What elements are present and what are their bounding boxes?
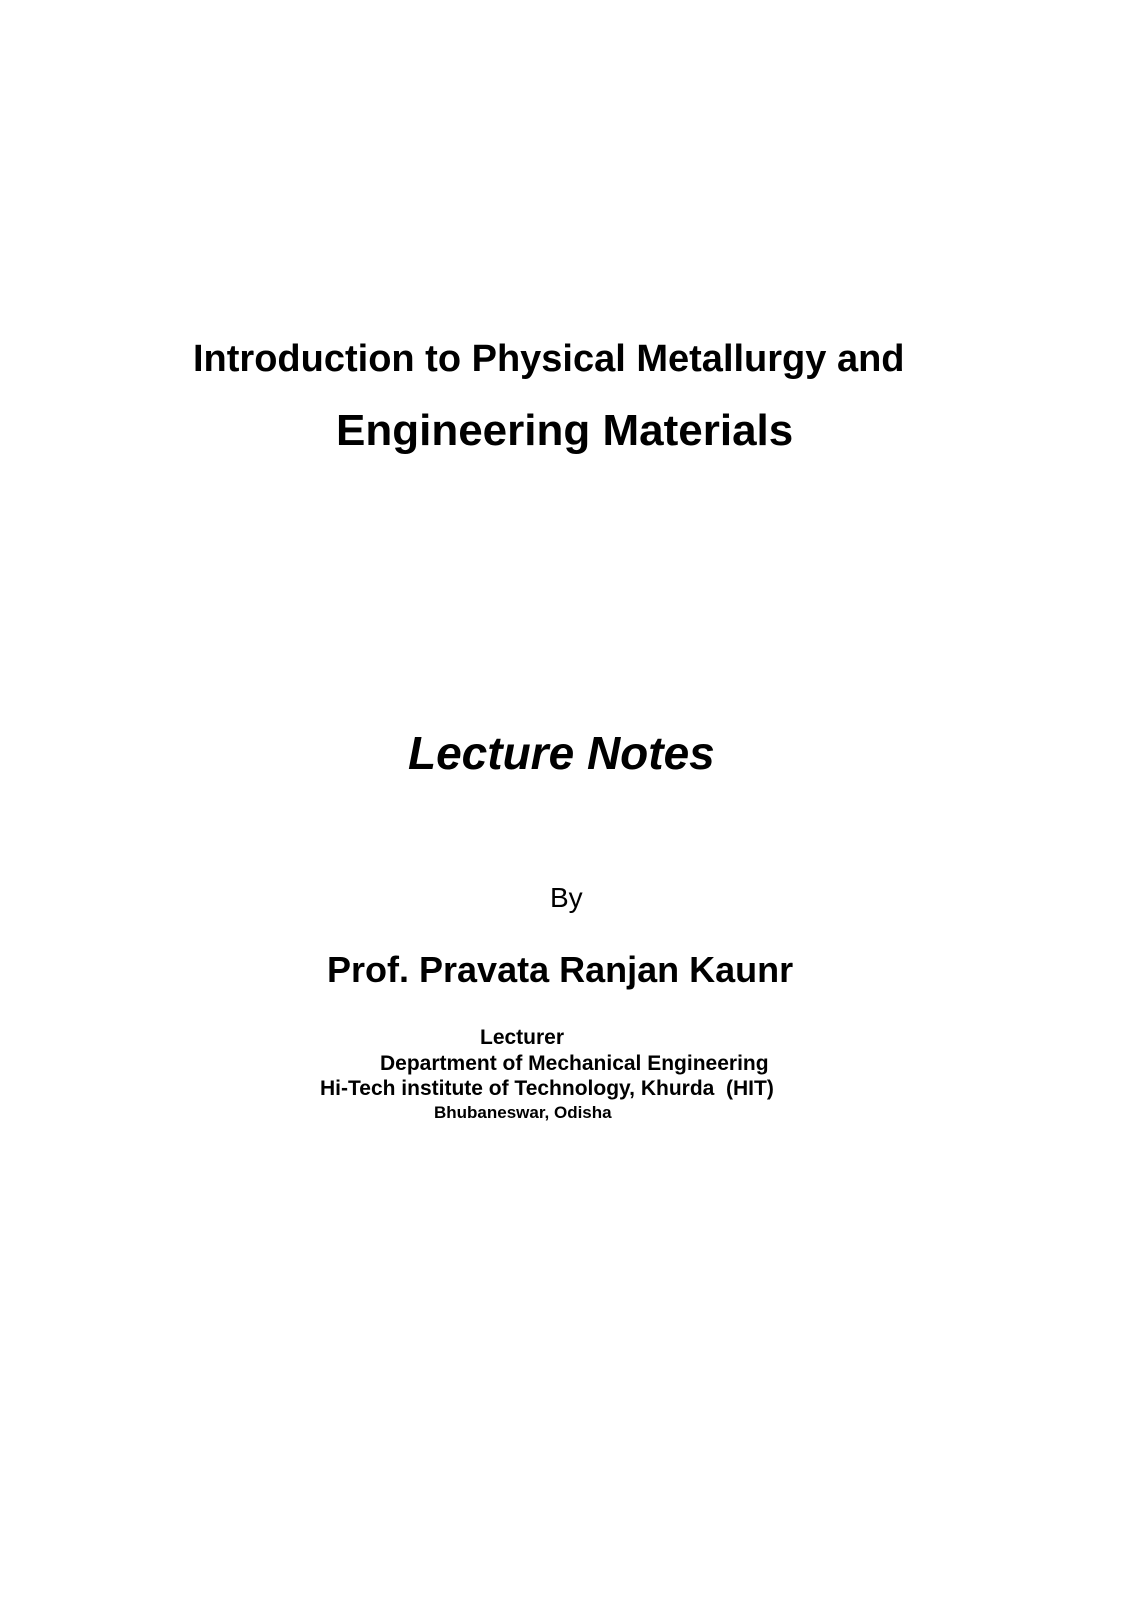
author-position: Lecturer (480, 1026, 565, 1049)
subtitle: Lecture Notes (408, 727, 715, 779)
author-institute: Hi-Tech institute of Technology, Khurda (HIT) (320, 1077, 774, 1100)
by-label: By (550, 882, 583, 913)
title-line-2: Engineering Materials (336, 406, 794, 455)
author-name: Prof. Pravata Ranjan Kaunr (327, 949, 794, 990)
author-location: Bhubaneswar, Odisha (434, 1103, 612, 1122)
author-department: Department of Mechanical Engineering (380, 1052, 769, 1075)
title-line-1: Introduction to Physical Metallurgy and (193, 338, 905, 380)
